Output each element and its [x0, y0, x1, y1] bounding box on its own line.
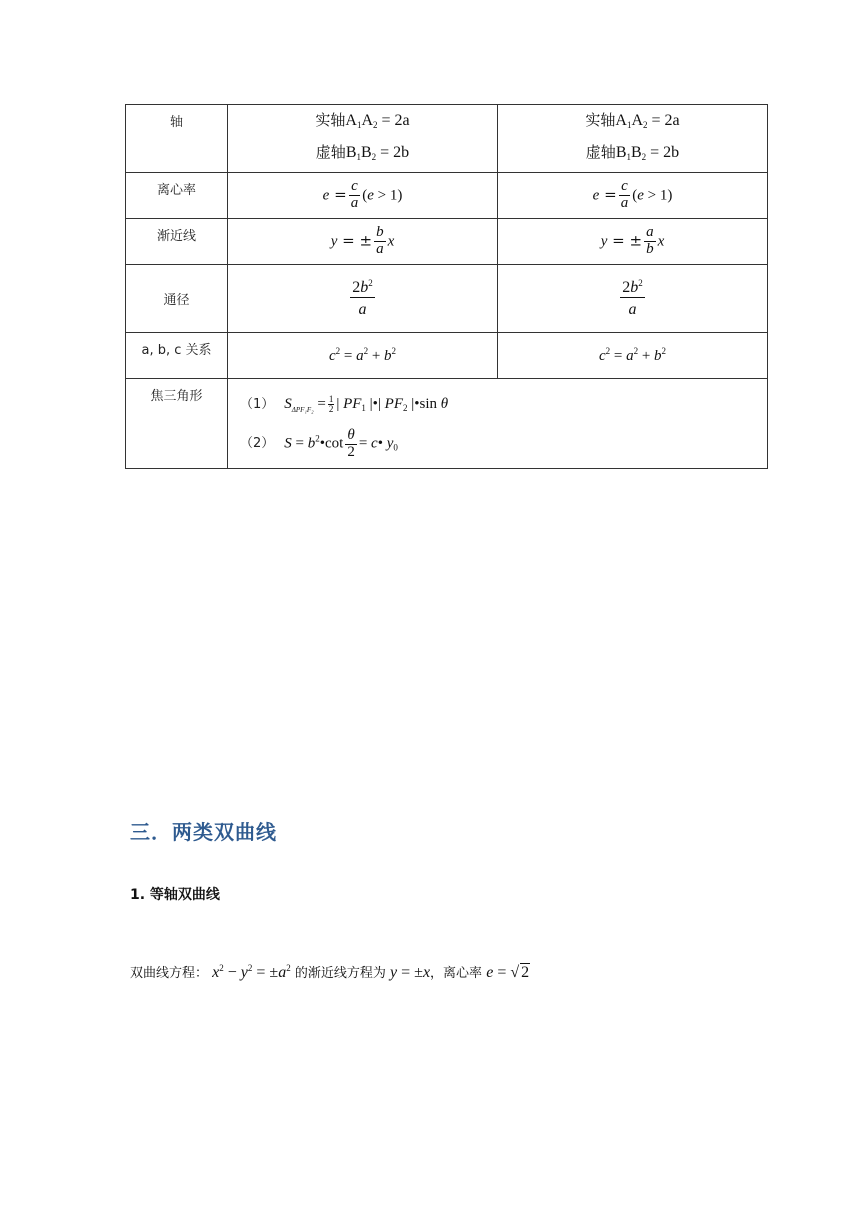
focal-area-formula-1: （1） $S_{\Delta PF_1F_2}$ = $\frac{1}{2}$ | $PF_1$ |•| $PF_2$ |•sin θ: [240, 393, 449, 414]
row-label: a, b, c 关系: [126, 333, 228, 379]
row-label: 焦三角形: [126, 379, 228, 469]
asymptote-right-formula: y = ± $\frac{a}{b}$ x: [498, 219, 768, 265]
table-row: [126, 379, 768, 469]
table-row: [126, 219, 768, 265]
imag-axis-formula: 虚轴$B_1B_2 = 2b$: [315, 142, 410, 162]
text-prefix: 双曲线方程：: [130, 966, 209, 981]
table-row: [126, 333, 768, 379]
curve-equation: $x^2 - y^2 = \pm a^2$: [212, 963, 291, 981]
latus-right-formula: $\frac{2b^2}{a}$: [498, 265, 768, 333]
asymptote-left-formula: y = ± $\frac{b}{a}$ x: [228, 219, 498, 265]
table-row: [126, 105, 768, 173]
row-label: 离心率: [126, 173, 228, 219]
axis-left-cell: [228, 105, 498, 173]
imag-axis-formula: 虚轴$B_1B_2 = 2b$: [585, 142, 680, 162]
relation-right-formula: $c^2 = a^2 + b^2$: [498, 333, 768, 379]
focal-triangle-cell: [228, 379, 768, 469]
relation-left-formula: $c^2 = a^2 + b^2$: [228, 333, 498, 379]
hyperbola-properties-table: [125, 104, 768, 469]
table-row: [126, 173, 768, 219]
row-label: 轴: [126, 105, 228, 173]
eccentricity-left-formula: e = $\frac{c}{a}$ (e > 1): [228, 173, 498, 219]
table-row: [126, 265, 768, 333]
real-axis-formula: 实轴$A_1A_2 = 2a$: [315, 110, 410, 130]
equilateral-hyperbola-text: [130, 962, 530, 982]
axis-right-cell: [498, 105, 768, 173]
asymptote-equation: y = ±x: [390, 964, 431, 981]
focal-area-formula-2: （2） $S = b^2•\cot$ $\frac{\theta}{2}$ = c• $y_0$: [240, 426, 398, 460]
row-label: 渐近线: [126, 219, 228, 265]
text-mid2: ，离心率: [430, 966, 483, 981]
eccentricity-right-formula: e = $\frac{c}{a}$ (e > 1): [498, 173, 768, 219]
real-axis-formula: 实轴$A_1A_2 = 2a$: [585, 110, 680, 130]
section-heading: 三．两类双曲线: [130, 820, 277, 844]
subsection-heading: 1. 等轴双曲线: [130, 887, 220, 903]
text-mid: 的渐近线方程为: [294, 966, 386, 981]
latus-left-formula: $\frac{2b^2}{a}$: [228, 265, 498, 333]
row-label: 通径: [126, 265, 228, 333]
eccentricity-equation: e = √ 2: [486, 964, 530, 981]
